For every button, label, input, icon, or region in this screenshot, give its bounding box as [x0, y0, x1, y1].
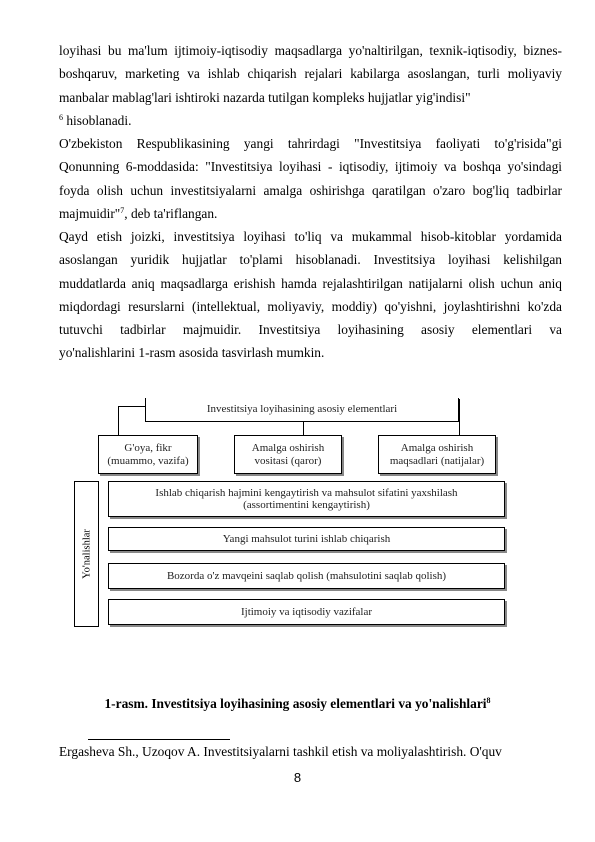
- element-label: G'oya, fikr: [124, 441, 172, 454]
- text-line: yo'nalishlarini 1-rasm asosida tasvirlash mumkin.: [59, 345, 325, 361]
- direction-box-1: [108, 481, 505, 517]
- diagram-title: Investitsiya loyihasining asosiy elementlari: [206, 403, 398, 415]
- text-line: Qayd etish joizki, investitsiya loyihasi to'liq va mukammal hisob-kitoblar yordamida: [59, 229, 562, 244]
- text-line: manbalar mablag'lari ishtiroki nazarda tutilgan kompleks hujjatlar yig'indisi": [59, 89, 471, 105]
- direction-label: Yangi mahsulot turini ishlab chiqarish: [222, 532, 391, 545]
- caption-text: 1-rasm. Investitsiya loyihasining asosiy elementlari va yo'nalishlari: [104, 696, 487, 711]
- paragraph-3: [59, 225, 562, 365]
- direction-sublabel: (assortimentini kengaytirish): [243, 499, 370, 511]
- text-line: tutuvchi tadbirlar majmuidir. Investitsiya loyihasining asosiy elementlari va: [59, 322, 562, 338]
- footnote-ref[interactable]: 6: [59, 112, 63, 122]
- paragraph-1: [59, 39, 562, 132]
- text-line: foyda olish uchun investitsiyalarni amalga oshirishga qaratilgan o'zaro bog'liq tadbirlar: [59, 182, 562, 198]
- connector-line: [118, 406, 119, 435]
- direction-box-2: [108, 527, 505, 551]
- directions-side-label: Yo'nalishlar: [81, 529, 92, 579]
- text-line: loyihasi bu ma'lum ijtimoiy-iqtisodiy maqsadlarga yo'naltirilgan, texnik-iqtisodiy, biznes-: [59, 43, 562, 58]
- direction-label: Bozorda o'z mavqeini saqlab qolish (mahsulotini saqlab qolish): [166, 569, 447, 582]
- figure-caption: [0, 696, 595, 712]
- text-line: boshqaruv, marketing va ishlab chiqarish rejalari kabilarga asoslangan, turli moliyaviy: [59, 66, 562, 82]
- text-line: [59, 109, 562, 132]
- element-sublabel: maqsadlari (natijalar): [389, 454, 485, 467]
- directions-side-label-box: [74, 481, 99, 627]
- element-sublabel: (muammo, vazifa): [107, 454, 189, 467]
- footnote: Ergasheva Sh., Uzoqov A. Investitsiyalarni tashkil etish va moliyalashtirish. O'quv: [59, 744, 502, 759]
- connector-line: [459, 399, 460, 435]
- direction-box-3: [108, 563, 505, 589]
- element-box-goals: [378, 435, 496, 474]
- direction-box-4: [108, 599, 505, 625]
- text-line: Qonunning 6-moddasida: "Investitsiya loyihasi - iqtisodiy, ijtimoiy va boshqa yo'sindagi: [59, 159, 562, 175]
- footnote-divider: [88, 739, 230, 740]
- diagram-title-box: [145, 398, 459, 422]
- element-box-means: [234, 435, 342, 474]
- footnote-ref[interactable]: 7: [120, 205, 125, 215]
- connector-line: [303, 422, 304, 435]
- direction-label: Ishlab chiqarish hajmini kengaytirish va mahsulot sifatini yaxshilash: [155, 487, 458, 499]
- connector-line: [118, 406, 146, 407]
- direction-label: Ijtimoiy va iqtisodiy vazifalar: [240, 605, 373, 618]
- element-sublabel: vositasi (qaror): [254, 454, 322, 467]
- element-label: Amalga oshirish: [251, 441, 325, 454]
- text-line: asoslangan yuridik hujjatlar to'plami hisoblanadi. Investitsiya loyihasi kelishilgan: [59, 252, 562, 268]
- text-line: O'zbekiston Respublikasining yangi tahrirdagi "Investitsiya faoliyati to'g'risida"gi: [59, 136, 562, 151]
- page-number: 8: [293, 770, 302, 785]
- footnote-ref[interactable]: 8: [486, 696, 491, 705]
- text-fragment: hisoblanadi.: [63, 112, 132, 128]
- text-line: miqdordagi resurslarni (intellektual, moliyaviy, moddiy) qo'yishni, joylashtirishni ko'zda: [59, 298, 562, 314]
- text-line: [59, 202, 562, 225]
- text-line: muddatlarda aniq maqsadlarga erishish hamda rejalashtirilgan natijalarni olish uchun aniq: [59, 275, 562, 291]
- text-fragment: , deb ta'riflangan.: [124, 205, 218, 221]
- element-label: Amalga oshirish: [400, 441, 474, 454]
- paragraph-2: [59, 132, 562, 225]
- text-fragment: majmuidir": [59, 205, 121, 221]
- element-box-idea: [98, 435, 198, 474]
